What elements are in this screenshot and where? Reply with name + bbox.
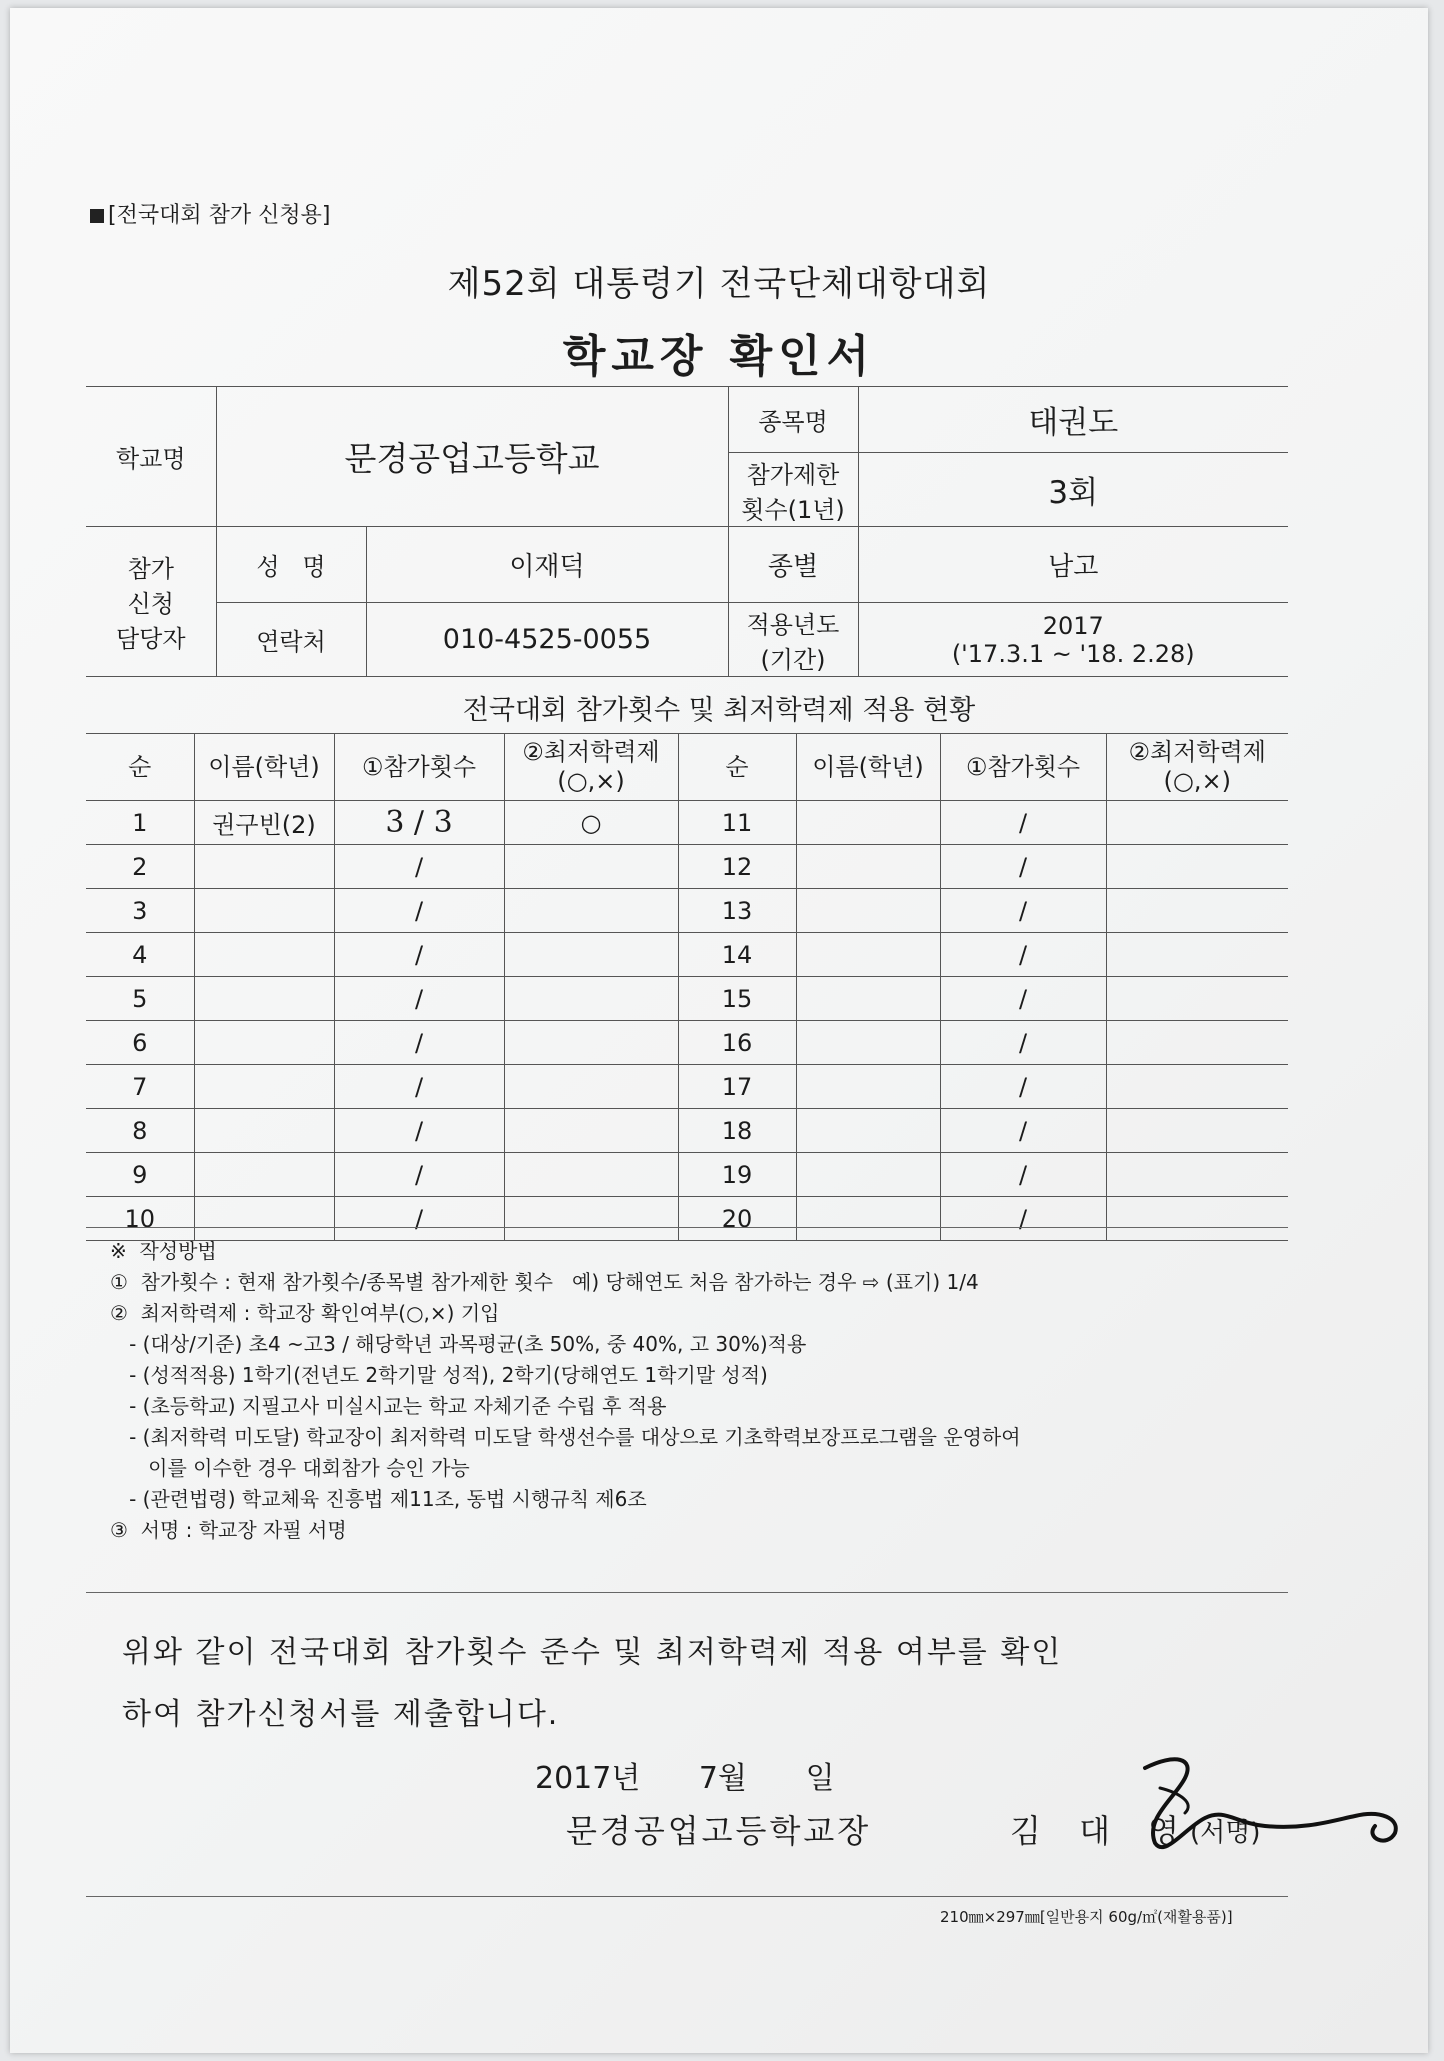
header-min-right-line1: ②최저학력제 — [1128, 738, 1266, 767]
year-value-cell — [858, 603, 1288, 677]
count-cell: / — [334, 845, 504, 889]
form-tag-text: [전국대회 참가 신청용] — [108, 203, 331, 228]
min-cell — [1106, 1197, 1288, 1241]
count-cell: / — [334, 977, 504, 1021]
name-cell — [796, 845, 940, 889]
count-cell: / — [334, 1197, 504, 1241]
header-name: 이름(학년) — [194, 734, 334, 801]
min-cell — [1106, 1065, 1288, 1109]
table-header-row — [86, 734, 1288, 801]
table-row — [86, 1197, 1288, 1241]
instruction-line: - (대상/기준) 초4 ~고3 / 해당학년 과목평균(초 50%, 중 40%, 고 30%)적용 — [110, 1332, 807, 1356]
min-cell — [504, 933, 678, 977]
no-cell: 17 — [678, 1065, 796, 1109]
name-cell — [194, 1153, 334, 1197]
min-cell — [1106, 801, 1288, 845]
name-cell — [194, 845, 334, 889]
count-cell: / — [940, 1197, 1106, 1241]
no-cell: 7 — [86, 1065, 194, 1109]
name-cell — [194, 1021, 334, 1065]
no-cell: 20 — [678, 1197, 796, 1241]
count-cell: / — [334, 933, 504, 977]
year-label — [728, 603, 858, 677]
phone-value: 010-4525-0055 — [366, 603, 728, 677]
count-cell: / — [334, 889, 504, 933]
min-cell — [1106, 1153, 1288, 1197]
table-row — [86, 1109, 1288, 1153]
no-cell: 11 — [678, 801, 796, 845]
name-cell — [194, 933, 334, 977]
form-tag — [90, 198, 330, 229]
no-cell: 1 — [86, 801, 194, 845]
handwritten-signature-icon — [1125, 1748, 1415, 1868]
min-cell: ○ — [504, 801, 678, 845]
table-row — [86, 845, 1288, 889]
name-label: 성 명 — [216, 527, 366, 603]
instruction-line: - (관련법령) 학교체육 진흥법 제11조, 동법 시행규칙 제6조 — [110, 1487, 647, 1511]
year-value: 2017 — [1042, 611, 1104, 640]
header-no-right: 순 — [678, 734, 796, 801]
declaration-line2: 하여 참가신청서를 제출합니다. — [122, 1697, 560, 1732]
document-page — [10, 8, 1428, 2053]
document-title: 학교장 확인서 — [562, 331, 876, 382]
header-min-right — [1106, 734, 1288, 801]
min-cell — [1106, 845, 1288, 889]
notes-divider — [86, 1592, 1288, 1593]
name-cell — [796, 1065, 940, 1109]
sign-date: 2017년 7월 일 — [535, 1761, 835, 1796]
name-cell — [194, 977, 334, 1021]
name-cell — [796, 1109, 940, 1153]
header-name-right: 이름(학년) — [796, 734, 940, 801]
min-cell — [504, 845, 678, 889]
header-min-right-line2: (○,×) — [1163, 767, 1231, 795]
no-cell: 10 — [86, 1197, 194, 1241]
instruction-line: ② 최저학력제 : 학교장 확인여부(○,×) 기입 — [110, 1301, 500, 1325]
name-cell — [194, 1197, 334, 1241]
instruction-line: - (초등학교) 지필고사 미실시교는 학교 자체기준 수립 후 적용 — [110, 1394, 667, 1418]
table-row — [86, 1065, 1288, 1109]
info-table — [86, 386, 1288, 677]
principal-name: 김 대 영 — [1010, 1812, 1194, 1850]
no-cell: 16 — [678, 1021, 796, 1065]
paper-spec: 210㎜×297㎜[일반용지 60g/㎡(재활용품)] — [940, 1908, 1233, 1926]
table-row — [86, 933, 1288, 977]
limit-label-line1: 참가제한 — [746, 460, 840, 489]
count-cell: / — [940, 1153, 1106, 1197]
name-cell: 권구빈(2) — [194, 801, 334, 845]
no-cell: 5 — [86, 977, 194, 1021]
no-cell: 8 — [86, 1109, 194, 1153]
count-cell: / — [940, 1109, 1106, 1153]
limit-label — [728, 453, 858, 527]
no-cell: 18 — [678, 1109, 796, 1153]
min-cell — [1106, 1021, 1288, 1065]
header-min-line2: (○,×) — [557, 767, 625, 795]
year-period: ('17.3.1 ~ '18. 2.28) — [951, 639, 1195, 668]
contact-label-line2: 신청 — [127, 590, 174, 618]
name-value: 이재덕 — [366, 527, 728, 603]
contact-label — [86, 527, 216, 677]
no-cell: 2 — [86, 845, 194, 889]
instruction-line: ① 참가횟수 : 현재 참가횟수/종목별 참가제한 횟수 예) 당해연도 처음 참가하는 경우 ⇨ (표기) 1/4 — [110, 1270, 979, 1294]
name-cell — [194, 889, 334, 933]
header-min — [504, 734, 678, 801]
header-no: 순 — [86, 734, 194, 801]
year-label-line2: (기간) — [760, 645, 826, 674]
declaration — [122, 1622, 1062, 1746]
contact-label-line1: 참가 — [127, 555, 174, 583]
name-cell — [796, 1153, 940, 1197]
table-row — [86, 1153, 1288, 1197]
year-label-line1: 적용년도 — [746, 610, 840, 639]
phone-label: 연락처 — [216, 603, 366, 677]
count-cell: / — [940, 1021, 1106, 1065]
name-cell — [194, 1065, 334, 1109]
signer-org: 문경공업고등학교장 — [566, 1812, 872, 1850]
type-label: 종별 — [728, 527, 858, 603]
name-cell — [796, 889, 940, 933]
min-cell — [504, 1153, 678, 1197]
min-cell — [1106, 1109, 1288, 1153]
name-cell — [796, 1021, 940, 1065]
participation-table — [86, 733, 1288, 1241]
min-cell — [504, 889, 678, 933]
no-cell: 15 — [678, 977, 796, 1021]
table-row — [86, 801, 1288, 845]
instruction-line: - (성적적용) 1학기(전년도 2학기말 성적), 2학기(당해연도 1학기말 성적) — [110, 1363, 768, 1387]
seal-label: (서명) — [1190, 1818, 1261, 1848]
name-cell — [194, 1109, 334, 1153]
limit-label-line2: 횟수(1년) — [741, 495, 845, 524]
min-cell — [504, 1197, 678, 1241]
min-cell — [504, 1021, 678, 1065]
status-title: 전국대회 참가횟수 및 최저학력제 적용 현황 — [462, 695, 976, 726]
table-row — [86, 889, 1288, 933]
document-subtitle: 제52회 대통령기 전국단체대항대회 — [447, 264, 991, 304]
no-cell: 4 — [86, 933, 194, 977]
no-cell: 12 — [678, 845, 796, 889]
count-cell: / — [940, 889, 1106, 933]
name-cell — [796, 1197, 940, 1241]
instruction-line: 이를 이수한 경우 대회참가 승인 가능 — [110, 1456, 470, 1480]
declaration-line1: 위와 같이 전국대회 참가횟수 준수 및 최저학력제 적용 여부를 확인 — [122, 1635, 1063, 1670]
no-cell: 19 — [678, 1153, 796, 1197]
count-cell: / — [940, 801, 1106, 845]
type-value: 남고 — [858, 527, 1288, 603]
event-value: 태권도 — [858, 387, 1288, 453]
table-row — [86, 977, 1288, 1021]
min-cell — [504, 1065, 678, 1109]
count-cell: / — [940, 933, 1106, 977]
school-label: 학교명 — [86, 387, 216, 527]
no-cell: 9 — [86, 1153, 194, 1197]
count-cell: / — [940, 977, 1106, 1021]
min-cell — [1106, 977, 1288, 1021]
name-cell — [796, 977, 940, 1021]
count-cell: / — [334, 1065, 504, 1109]
limit-value: 3회 — [858, 453, 1288, 527]
min-cell — [504, 1109, 678, 1153]
no-cell: 6 — [86, 1021, 194, 1065]
table-row — [86, 1021, 1288, 1065]
min-cell — [504, 977, 678, 1021]
header-count-right: ①참가횟수 — [940, 734, 1106, 801]
instruction-line: - (최저학력 미도달) 학교장이 최저학력 미도달 학생선수를 대상으로 기초학력보장프로그램을 운영하여 — [110, 1425, 1021, 1449]
count-cell: / — [334, 1153, 504, 1197]
min-cell — [1106, 933, 1288, 977]
name-cell — [796, 933, 940, 977]
event-label: 종목명 — [728, 387, 858, 453]
header-min-line1: ②최저학력제 — [522, 738, 660, 767]
count-cell: / — [940, 1065, 1106, 1109]
no-cell: 14 — [678, 933, 796, 977]
contact-label-line3: 담당자 — [115, 625, 186, 653]
square-bullet-icon — [90, 209, 104, 223]
count-cell: / — [334, 1021, 504, 1065]
count-cell: / — [334, 1109, 504, 1153]
footer-divider — [86, 1896, 1288, 1897]
min-cell — [1106, 889, 1288, 933]
no-cell: 13 — [678, 889, 796, 933]
instructions — [110, 1236, 1021, 1546]
name-cell — [796, 801, 940, 845]
table-bottom-divider — [86, 1227, 1288, 1228]
instruction-line: ③ 서명 : 학교장 자필 서명 — [110, 1518, 347, 1542]
no-cell: 3 — [86, 889, 194, 933]
count-cell: 3 / 3 — [334, 801, 504, 845]
count-cell: / — [940, 845, 1106, 889]
header-count: ①참가횟수 — [334, 734, 504, 801]
instruction-line: ※ 작성방법 — [110, 1239, 217, 1263]
school-value: 문경공업고등학교 — [216, 387, 728, 527]
